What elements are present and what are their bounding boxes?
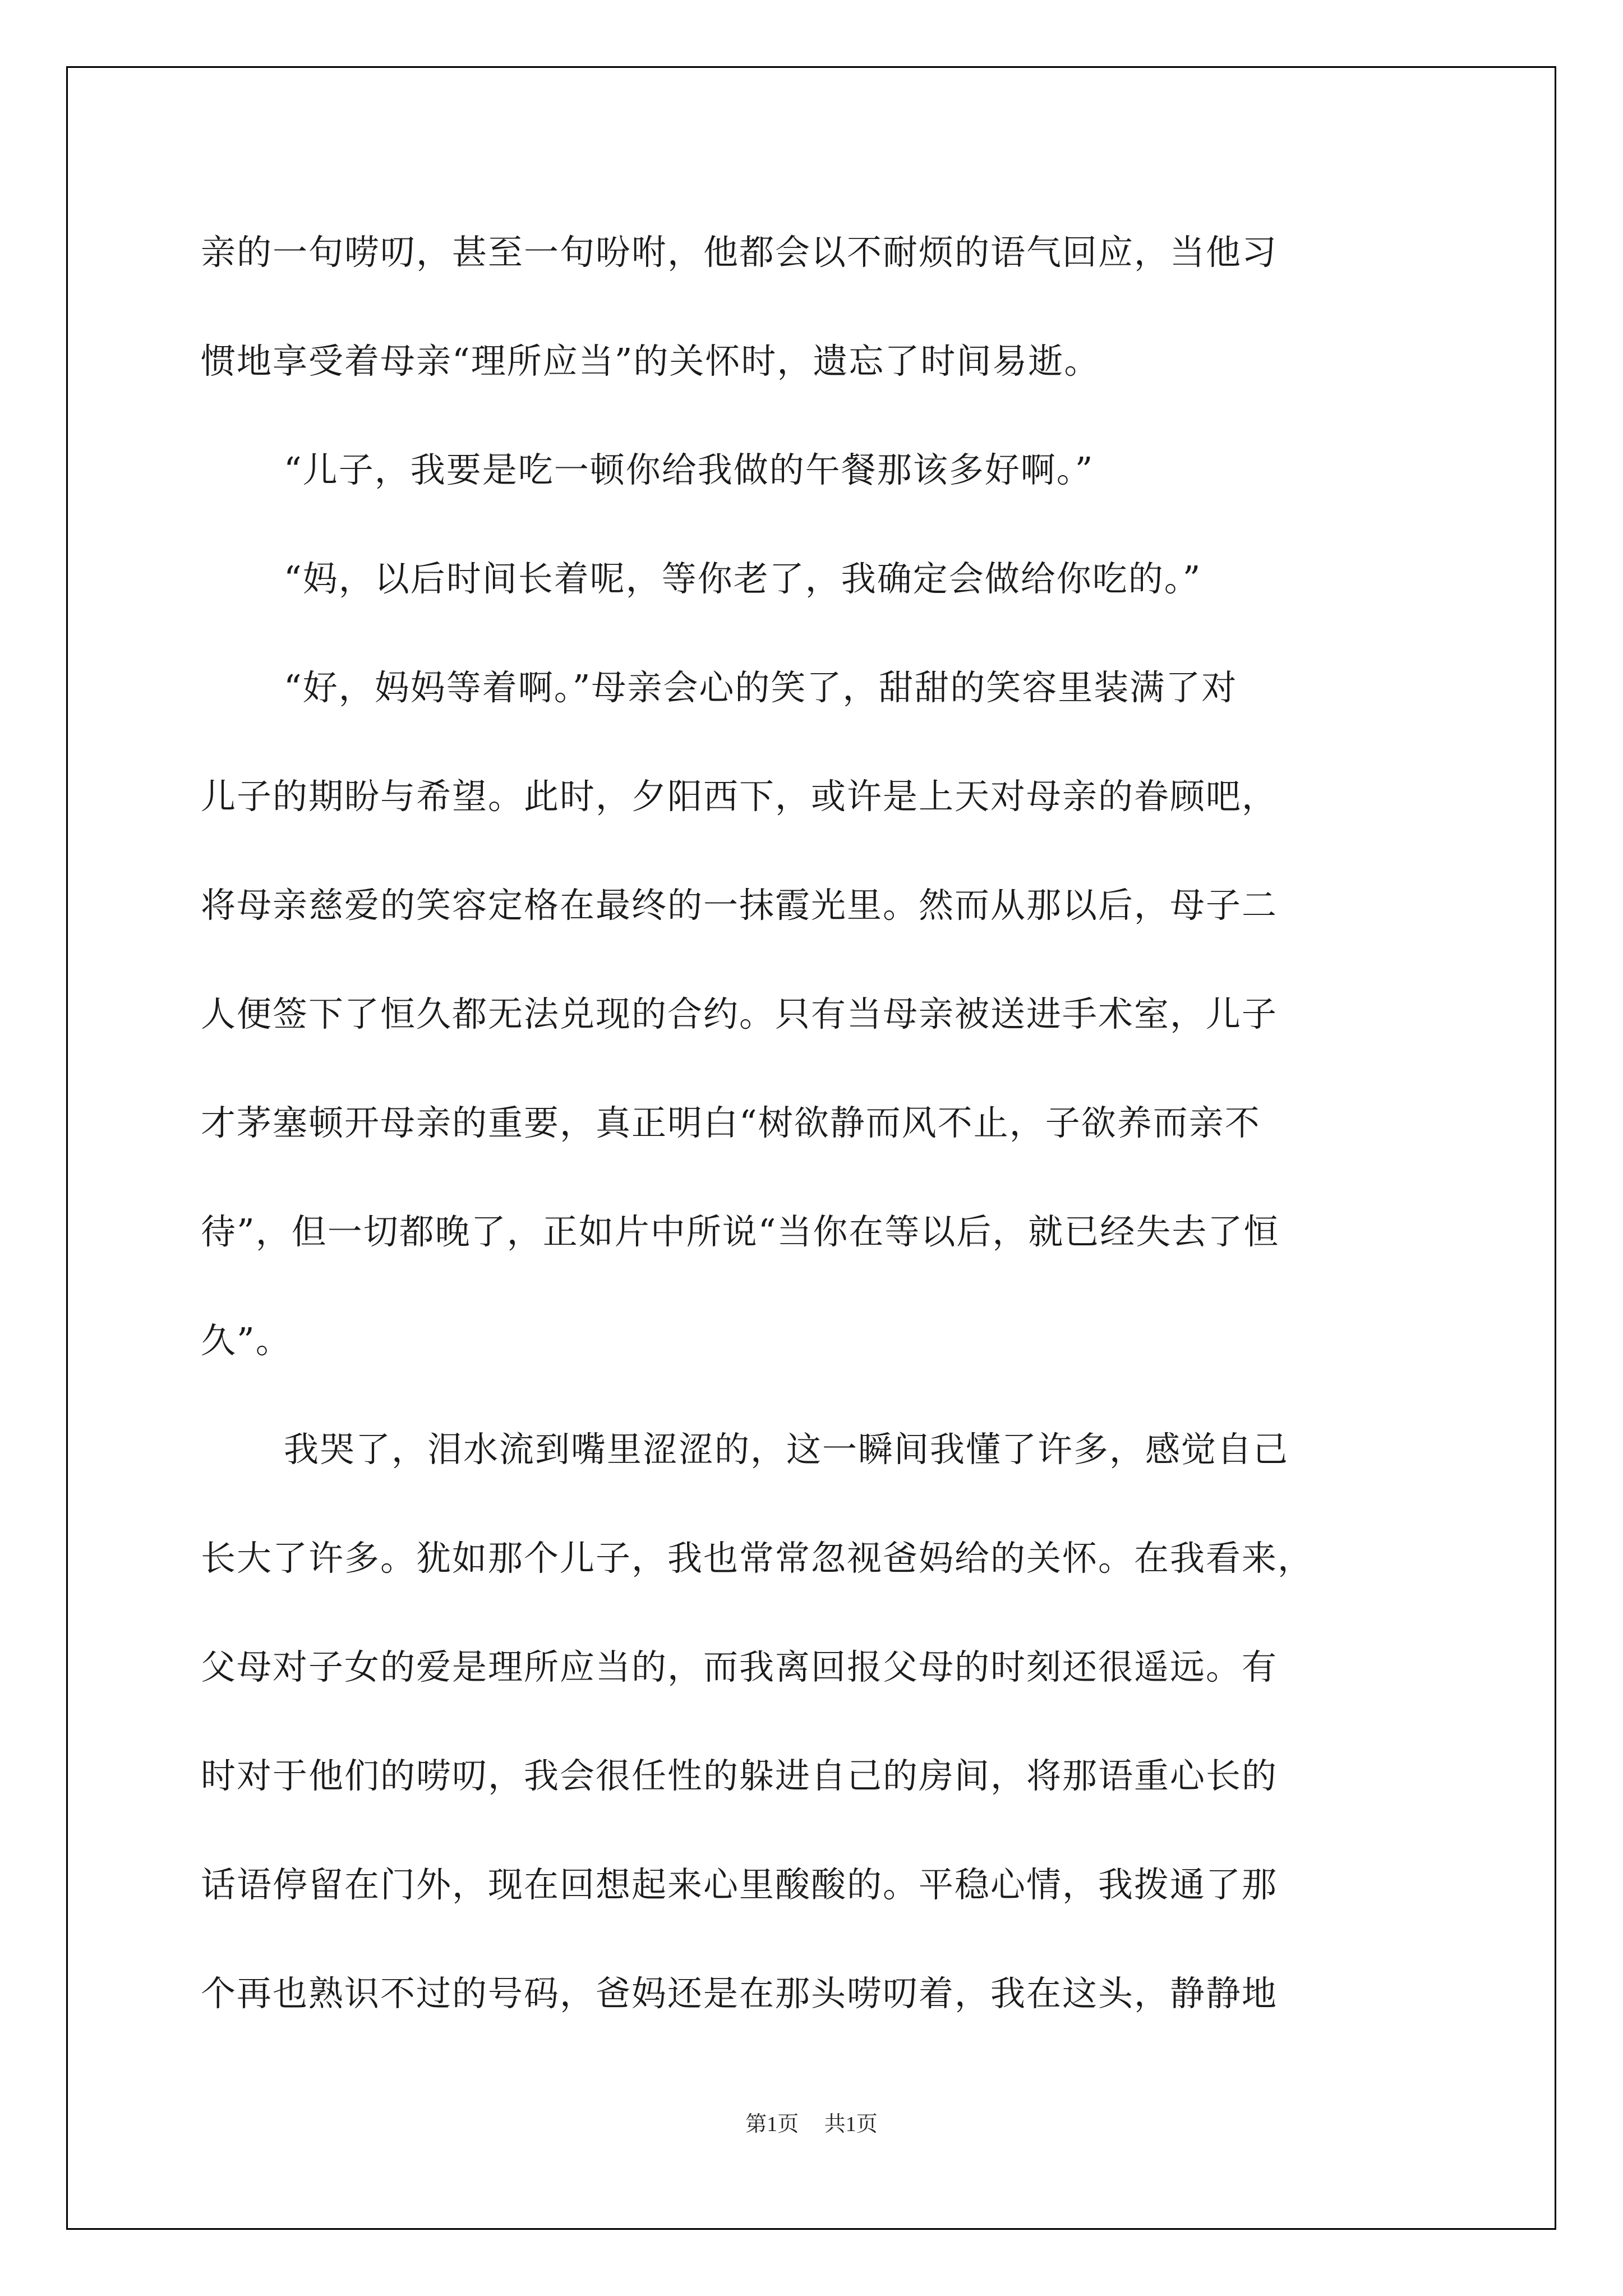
text-line-17: 个再也熟识不过的号码，爸妈还是在那头唠叨着，我在这头，静静地 xyxy=(201,1973,1278,2014)
text-line-2: 惯地享受着母亲“理所应当”的关怀时，遗忘了时间易逝。 xyxy=(201,341,1100,381)
document-body xyxy=(201,220,1432,2070)
page-total: 共1页 xyxy=(824,2113,878,2136)
text-line-4: “妈，以后时间长着呢，等你老了，我确定会做给你吃的。” xyxy=(284,558,1202,599)
text-line-6: 儿子的期盼与希望。此时，夕阳西下，或许是上天对母亲的眷顾吧， xyxy=(201,776,1278,817)
text-line-1: 亲的一句唠叨，甚至一句吩咐，他都会以不耐烦的语气回应，当他习 xyxy=(201,232,1278,273)
text-line-7: 将母亲慈爱的笑容定格在最终的一抹霞光里。然而从那以后，母子二 xyxy=(201,885,1278,926)
text-line-15: 时对于他们的唠叨，我会很任性的躲进自己的房间，将那语重心长的 xyxy=(201,1755,1278,1796)
text-line-12: 我哭了，泪水流到嘴里涩涩的，这一瞬间我懂了许多，感觉自己 xyxy=(284,1429,1289,1470)
text-line-13: 长大了许多。犹如那个儿子，我也常常忽视爸妈给的关怀。在我看来， xyxy=(201,1538,1314,1579)
text-line-16: 话语停留在门外，现在回想起来心里酸酸的。平稳心情，我拨通了那 xyxy=(201,1864,1278,1905)
text-line-5: “好，妈妈等着啊。”母亲会心的笑了，甜甜的笑容里装满了对 xyxy=(284,667,1238,708)
text-line-11: 久”。 xyxy=(201,1320,292,1361)
text-line-14: 父母对子女的爱是理所应当的，而我离回报父母的时刻还很遥远。有 xyxy=(201,1646,1278,1687)
page-footer xyxy=(0,2106,1623,2137)
text-line-8: 人便签下了恒久都无法兑现的合约。只有当母亲被送进手术室，儿子 xyxy=(201,993,1278,1034)
text-line-3: “儿子，我要是吃一顿你给我做的午餐那该多好啊。” xyxy=(284,449,1094,490)
text-line-9: 才茅塞顿开母亲的重要，真正明白“树欲静而风不止，子欲养而亲不 xyxy=(201,1102,1261,1143)
page-number: 第1页 xyxy=(745,2113,799,2136)
text-line-10: 待”，但一切都晚了，正如片中所说“当你在等以后，就已经失去了恒 xyxy=(201,1211,1280,1252)
